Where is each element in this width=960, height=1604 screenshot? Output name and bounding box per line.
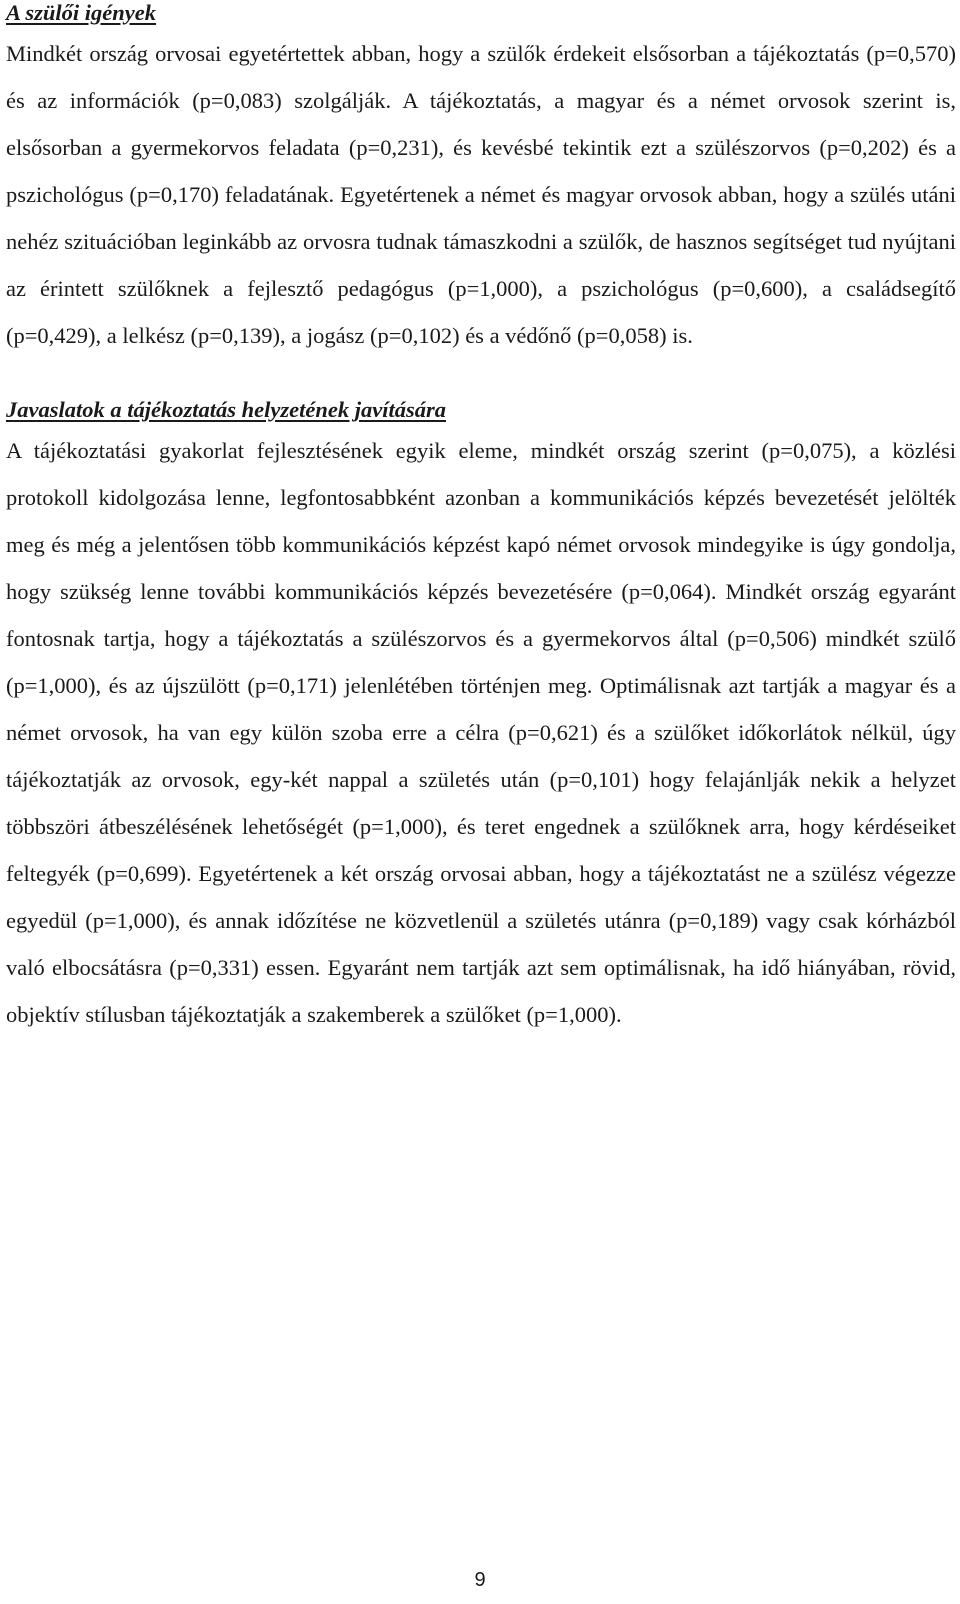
- paragraph-recommendations: A tájékoztatási gyakorlat fejlesztésének egyik eleme, mindkét ország szerint (p=0,075), a közlési protokoll kidolgozása lenne, legfontosabbként azonban a kommunikációs képzés bevezetését jelölték meg és még a jelentősen több kommunikációs képzést kapó német orvosok mindegyike is úgy gondolja, hogy szükség lenne további kommunikációs képzés bevezetésére (p=0,064). Mindkét ország egyaránt fontosnak tartja, hogy a tájékoztatás a szülészorvos és a gyermekorvos által (p=0,506) mindkét szülő (p=1,000), és az újszülött (p=0,171) jelenlétében történjen meg. Optimálisnak azt tartják a magyar és a német orvosok, ha van egy külön szoba erre a célra (p=0,621) és a szülőket időkorlátok nélkül, úgy tájékoztatják az orvosok, egy-két nappal a születés után (p=0,101) hogy felajánlják nekik a helyzet többszöri átbeszélésének lehetőségét (p=1,000), és teret engednek a szülőknek arra, hogy kérdéseiket feltegyék (p=0,699). Egyetértenek a két ország orvosai abban, hogy a tájékoztatást ne a szülész végezze egyedül (p=1,000), és annak időzítése ne közvetlenül a születés utánra (p=0,189) vagy csak kórházból való elbocsátásra (p=0,331) essen. Egyaránt nem tartják azt sem optimálisnak, ha idő hiányában, rövid, objektív stílusban tájékoztatják a szakemberek a szülőket (p=1,000).: [6, 438, 956, 1027]
- section-heading-parental-needs: A szülői igények: [6, 0, 157, 25]
- page-number: 9: [474, 1569, 486, 1591]
- paragraph-parental-needs: Mindkét ország orvosai egyetértettek abban, hogy a szülők érdekeit elsősorban a tájékoztatás (p=0,570) és az információk (p=0,083) szolgálják. A tájékoztatás, a magyar és a német orvosok szerint is, elsősorban a gyermekorvos feladata (p=0,231), és kevésbé tekintik ezt a szülészorvos (p=0,202) és a pszichológus (p=0,170) feladatának. Egyetértenek a német és magyar orvosok abban, hogy a szülés utáni nehéz szituációban leginkább az orvosra tudnak támaszkodni a szülők, de hasznos segítséget tud nyújtani az érintett szülőknek a fejlesztő pedagógus (p=1,000), a pszichológus (p=0,600), a családsegítő (p=0,429), a lelkész (p=0,139), a jogász (p=0,102) és a védőnő (p=0,058) is.: [6, 41, 956, 348]
- section-heading-recommendations: Javaslatok a tájékoztatás helyzetének javítására: [6, 397, 446, 422]
- document-page: [6, 0, 956, 1038]
